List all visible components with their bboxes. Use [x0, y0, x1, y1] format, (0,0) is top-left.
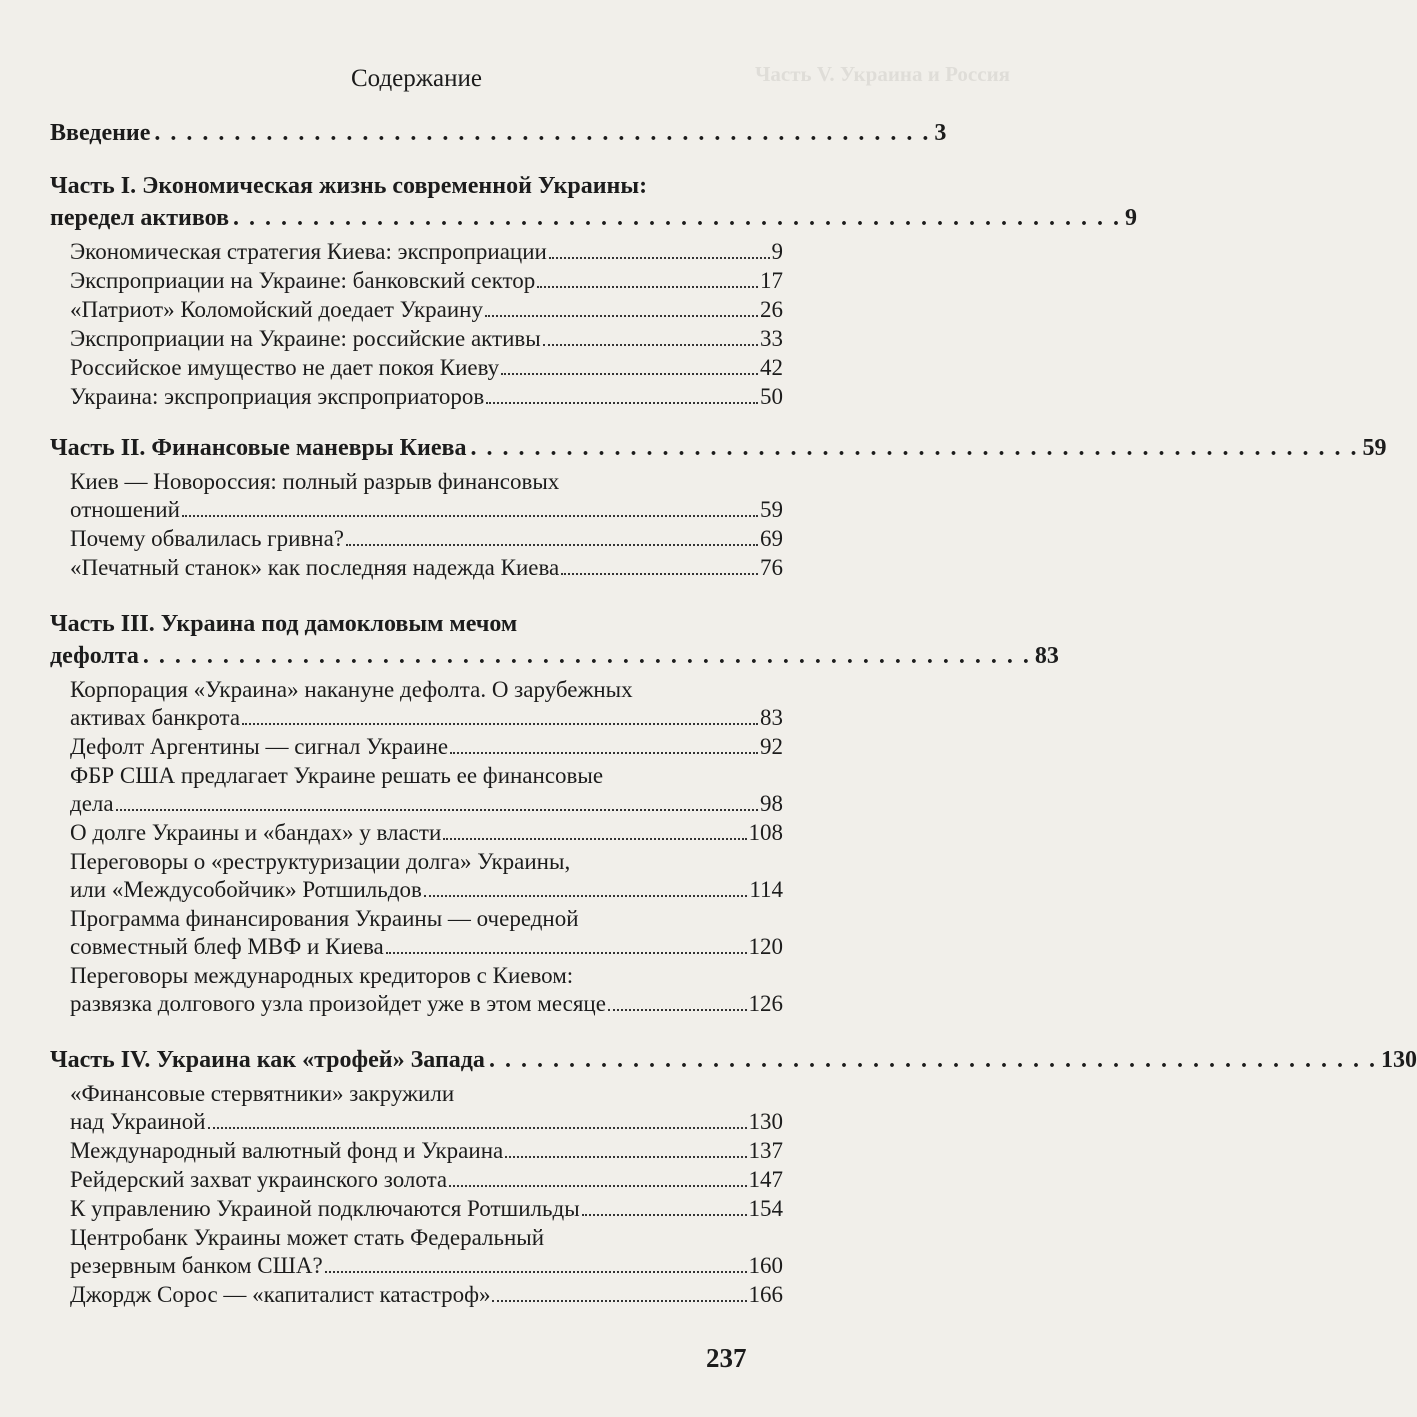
- toc-entry[interactable]: [70, 962, 783, 1018]
- part-heading-line: передел активов: [50, 205, 230, 231]
- part-heading[interactable]: [50, 1044, 1417, 1076]
- toc-entry-page: 98: [760, 791, 783, 816]
- toc-entry-text: совместный блеф МВФ и Киева: [70, 934, 384, 959]
- toc-leader: [505, 1156, 746, 1158]
- toc-entry-list: [70, 468, 783, 582]
- toc-entry[interactable]: [70, 383, 783, 411]
- toc-part-4: [50, 1044, 1417, 1310]
- toc-entry-text: Почему обвалилась гривна?: [70, 526, 345, 551]
- toc-leader: [561, 573, 758, 575]
- toc-entry[interactable]: [70, 1281, 783, 1309]
- part-heading[interactable]: [50, 608, 1059, 672]
- part-heading-line: Часть III. Украина под дамокловым мечом: [50, 611, 518, 637]
- toc-entry[interactable]: [70, 676, 783, 732]
- toc-entry[interactable]: [70, 1195, 783, 1223]
- part-heading[interactable]: [50, 432, 1387, 464]
- toc-entry-page: 92: [760, 734, 783, 759]
- toc-leader: [449, 1185, 746, 1187]
- toc-entry-page: 154: [748, 1196, 783, 1221]
- toc-leader: [424, 895, 748, 897]
- toc-leader: [242, 723, 758, 725]
- toc-entry[interactable]: [70, 267, 783, 295]
- toc-leader: [346, 544, 758, 546]
- toc-entry[interactable]: [70, 1224, 783, 1280]
- toc-entry-list: [70, 676, 783, 1018]
- toc-leader: [549, 257, 770, 259]
- toc-intro[interactable]: [50, 117, 947, 149]
- toc-entry-page: 50: [760, 384, 783, 409]
- toc-entry-text: К управлению Украиной подключаются Ротшильды: [70, 1196, 580, 1221]
- toc-entry-text: ФБР США предлагает Украине решать ее финансовые: [70, 763, 604, 788]
- toc-entry-text: Киев — Новороссия: полный разрыв финансовых: [70, 469, 560, 494]
- toc-entry-text: «Печатный станок» как последняя надежда Киева: [70, 555, 560, 580]
- toc-entry-text: Международный валютный фонд и Украина: [70, 1138, 504, 1163]
- toc-entry-text: «Финансовые стервятники» закружили: [70, 1081, 455, 1106]
- part-page: 9: [1125, 205, 1138, 231]
- part-page: 83: [1034, 643, 1059, 669]
- toc-part-1: [50, 170, 1138, 412]
- toc-entry-page: 130: [748, 1109, 783, 1134]
- toc-entry-text: Корпорация «Украина» накануне дефолта. О зарубежных: [70, 677, 633, 702]
- toc-leader: [501, 373, 758, 375]
- toc-leader: . . . . . . . . . . . . . . . . . . . . . . . . . . . . . . . . . . . . . . . . . . . . . . . . . . . . . . . .: [233, 205, 1122, 231]
- toc-leader: . . . . . . . . . . . . . . . . . . . . . . . . . . . . . . . . . . . . . . . . . . . . . . . . . . . . . . . .: [142, 643, 1031, 669]
- toc-entry[interactable]: [70, 762, 783, 818]
- toc-leader: [443, 838, 746, 840]
- toc-entry-text: Переговоры о «реструктуризации долга» Украины,: [70, 849, 571, 874]
- toc-leader: [208, 1127, 747, 1129]
- toc-entry[interactable]: [70, 1166, 783, 1194]
- toc-entry-page: 137: [748, 1138, 783, 1163]
- toc-entry-text: «Патриот» Коломойский доедает Украину: [70, 297, 483, 322]
- toc-entry-page: 76: [760, 555, 783, 580]
- toc-leader: [386, 952, 747, 954]
- toc-entry[interactable]: [70, 1137, 783, 1165]
- part-page: 130: [1380, 1047, 1417, 1073]
- toc-leader: . . . . . . . . . . . . . . . . . . . . . . . . . . . . . . . . . . . . . . . . . . . . . . . . . . . . . . . .: [488, 1047, 1377, 1073]
- toc-entry-page: 126: [748, 991, 783, 1016]
- toc-entry[interactable]: [70, 238, 783, 266]
- part-heading[interactable]: [50, 170, 1138, 234]
- toc-entry-page: 9: [771, 239, 783, 264]
- part-heading-line: Часть I. Экономическая жизнь современной Украины:: [50, 173, 648, 199]
- toc-leader: [537, 286, 758, 288]
- page-number: 237: [706, 1343, 747, 1373]
- toc-entry-text: активах банкрота: [70, 705, 241, 730]
- toc-entry-text: Российское имущество не дает покоя Киеву: [70, 355, 500, 380]
- toc-leader: [450, 752, 758, 754]
- toc-entry[interactable]: [70, 325, 783, 353]
- toc-entry[interactable]: [70, 354, 783, 382]
- toc-entry-text: Экономическая стратегия Киева: экспроприации: [70, 239, 547, 264]
- toc-part-2: [50, 432, 1387, 583]
- toc-leader: [608, 1009, 747, 1011]
- toc-entry-text: Программа финансирования Украины — очередной: [70, 906, 579, 931]
- toc-entry-text: дела: [70, 791, 114, 816]
- toc-leader: [543, 344, 758, 346]
- toc-entry-text: Дефолт Аргентины — сигнал Украине: [70, 734, 449, 759]
- toc-leader: [116, 809, 758, 811]
- part-heading-line: дефолта: [50, 643, 139, 669]
- toc-entry-text: резервным банком США?: [70, 1253, 323, 1278]
- toc-entry-page: 166: [748, 1282, 783, 1307]
- part-heading-line: Часть IV. Украина как «трофей» Запада: [50, 1047, 485, 1073]
- toc-entry-page: 147: [748, 1167, 783, 1192]
- toc-entry[interactable]: [70, 1080, 783, 1136]
- toc-leader: [486, 402, 758, 404]
- toc-entry-text: отношений: [70, 497, 180, 522]
- toc-entry-page: 33: [760, 326, 783, 351]
- toc-entry-page: 26: [760, 297, 783, 322]
- toc-entry[interactable]: [70, 819, 783, 847]
- toc-leader: . . . . . . . . . . . . . . . . . . . . . . . . . . . . . . . . . . . . . . . . . . . . . . . . . . . . . . . .: [470, 435, 1359, 461]
- toc-leader: [492, 1300, 746, 1302]
- toc-entry-page: 83: [760, 705, 783, 730]
- toc-leader: . . . . . . . . . . . . . . . . . . . . . . . . . . . . . . . . . . . . . . . . . . . . . . . . .: [154, 120, 931, 146]
- toc-intro-label: Введение: [50, 120, 151, 146]
- part-page: 59: [1362, 435, 1387, 461]
- toc-entry-page: 59: [760, 497, 783, 522]
- toc-entry[interactable]: [70, 525, 783, 553]
- toc-entry[interactable]: [70, 296, 783, 324]
- toc-entry-text: Рейдерский захват украинского золота: [70, 1167, 448, 1192]
- toc-entry-text: над Украиной: [70, 1109, 206, 1134]
- toc-entry[interactable]: [70, 554, 783, 582]
- toc-leader: [485, 315, 758, 317]
- toc-intro-page: 3: [934, 120, 947, 146]
- toc-leader: [582, 1214, 747, 1216]
- toc-entry-text: Экспроприации на Украине: российские активы: [70, 326, 541, 351]
- toc-entry-page: 17: [760, 268, 783, 293]
- toc-part-3: [50, 608, 1059, 1019]
- toc-entry-page: 69: [760, 526, 783, 551]
- toc-entry-page: 120: [748, 934, 783, 959]
- toc-entry[interactable]: [70, 468, 783, 524]
- toc-entry-text: или «Междусобойчик» Ротшильдов: [70, 877, 422, 902]
- toc-entry[interactable]: [70, 733, 783, 761]
- toc-leader: [325, 1271, 747, 1273]
- toc-entry-text: Джордж Сорос — «капиталист катастроф»: [70, 1282, 491, 1307]
- toc-entry-page: 114: [749, 877, 783, 902]
- bleed-through-text: Часть V. Украина и Россия: [755, 62, 1011, 86]
- toc-entry-text: Экспроприации на Украине: банковский сектор: [70, 268, 536, 293]
- toc-entry-text: Украина: экспроприация экспроприаторов: [70, 384, 485, 409]
- part-heading-line: Часть II. Финансовые маневры Киева: [50, 435, 467, 461]
- toc-entry[interactable]: [70, 905, 783, 961]
- toc-entry-text: Переговоры международных кредиторов с Киевом:: [70, 963, 574, 988]
- toc-entry-list: [70, 1080, 783, 1309]
- toc-entry-text: Центробанк Украины может стать Федеральный: [70, 1225, 545, 1250]
- toc-leader: [182, 515, 758, 517]
- toc-entry-page: 108: [748, 820, 783, 845]
- toc-entry[interactable]: [70, 848, 783, 904]
- toc-entry-page: 160: [748, 1253, 783, 1278]
- toc-entry-list: [70, 238, 783, 411]
- toc-entry-page: 42: [760, 355, 783, 380]
- page-title: Содержание: [351, 65, 482, 92]
- toc-entry-text: О долге Украины и «бандах» у власти: [70, 820, 442, 845]
- toc-entry-text: развязка долгового узла произойдет уже в этом месяце: [70, 991, 606, 1016]
